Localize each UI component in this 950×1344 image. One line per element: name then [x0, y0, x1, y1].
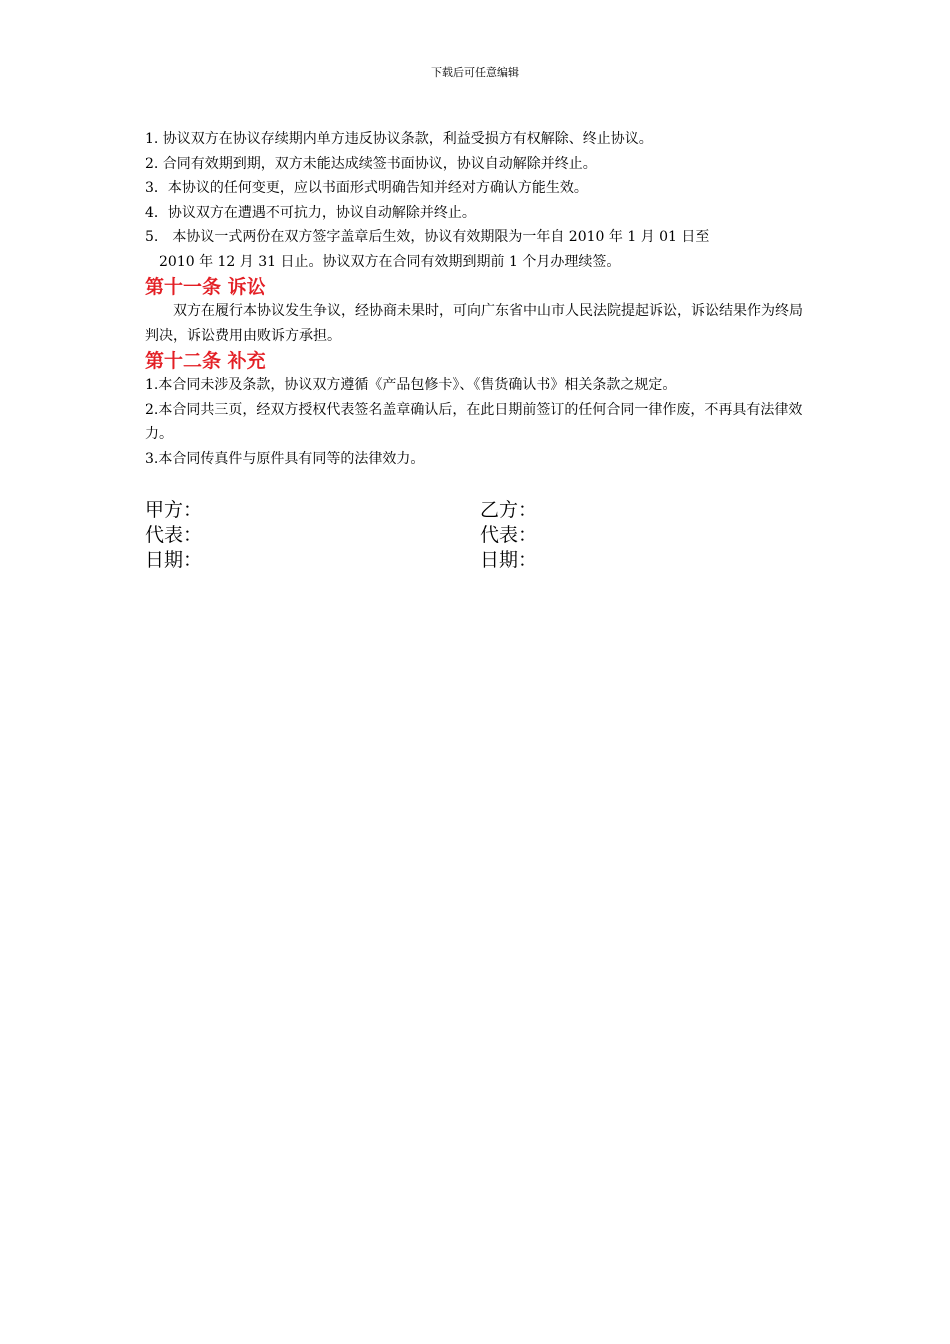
termination-clause-5-line1: 5. 本协议一式两份在双方签字盖章后生效，协议有效期限为一年自 2010 年 1 月 01 日至 — [145, 229, 710, 245]
party-a-date-label: 日期： — [145, 549, 203, 571]
signature-date-row — [145, 548, 645, 573]
party-b-date-label: 日期： — [480, 549, 538, 571]
article-11-heading: 第十一条 诉讼 — [145, 276, 266, 298]
termination-clause-1: 1. 协议双方在协议存续期内单方违反协议条款，利益受损方有权解除、终止协议。 — [145, 131, 653, 147]
termination-clause-5-line2: 2010 年 12 月 31 日止。协议双方在合同有效期到期前 1 个月办理续签。 — [159, 253, 621, 270]
termination-clause-2: 2. 合同有效期到期，双方未能达成续签书面协议，协议自动解除并终止。 — [145, 155, 597, 172]
termination-clause-4: 4．协议双方在遭遇不可抗力，协议自动解除并终止。 — [145, 204, 476, 221]
supplement-clause-2: 2.本合同共三页，经双方授权代表签名盖章确认后，在此日期前签订的任何合同一律作废，不再具有法律效力。 — [145, 401, 803, 442]
supplement-clause-3: 3.本合同传真件与原件具有同等的法律效力。 — [145, 450, 425, 467]
party-a-representative-label: 代表： — [145, 524, 203, 546]
page-header-note: 下载后可任意编辑 — [431, 66, 519, 79]
signature-block — [145, 498, 645, 573]
party-b-representative-label: 代表： — [480, 524, 538, 546]
termination-clause-3: 3．本协议的任何变更，应以书面形式明确告知并经对方确认方能生效。 — [145, 180, 588, 196]
signature-party-row — [145, 498, 645, 523]
article-12-heading: 第十二条 补充 — [145, 350, 266, 372]
party-a-label: 甲方： — [145, 499, 203, 521]
party-b-label: 乙方： — [480, 499, 538, 521]
article-11-body: 双方在履行本协议发生争议，经协商未果时，可向广东省中山市人民法院提起诉讼，诉讼结果作为终局判决，诉讼费用由败诉方承担。 — [145, 303, 803, 344]
contract-body — [145, 127, 815, 471]
supplement-clause-1: 1.本合同未涉及条款，协议双方遵循《产品包修卡》、《售货确认书》相关条款之规定。 — [145, 377, 677, 393]
signature-representative-row — [145, 523, 645, 548]
